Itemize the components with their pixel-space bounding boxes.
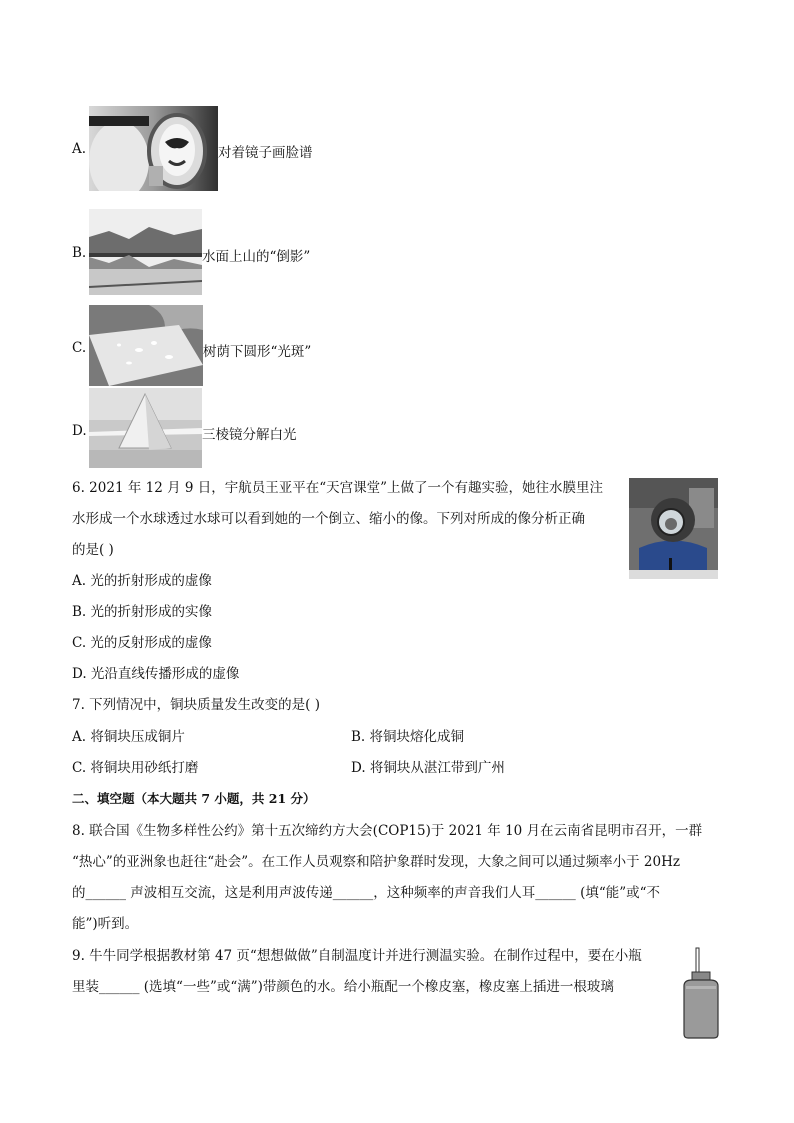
q8-line3: 的______ 声波相互交流，这是利用声波传递______，这种频率的声音我们人耳______ (填“能”或“不 — [72, 885, 661, 901]
option-a-image — [89, 106, 218, 191]
q6-option-d: D. 光沿直线传播形成的虚像 — [72, 666, 240, 682]
q8-line2: “热心”的亚洲象也赶往“赴会”。在工作人员观察和陪护象群时发现，大象之间可以通过频率小于 20Hz — [72, 854, 680, 870]
q8-line1: 8. 联合国《生物多样性公约》第十五次缔约方大会(COP15)于 2021 年 10 月在云南省昆明市召开，一群 — [72, 823, 703, 839]
q8-line4: 能”)听到。 — [72, 916, 139, 932]
option-a-text: 对着镜子画脸谱 — [218, 145, 313, 161]
q7-option-c: C. 将铜块用砂纸打磨 — [72, 760, 199, 776]
section-heading: 二、填空题（本大题共 7 小题，共 21 分） — [72, 791, 316, 806]
q9-bottle-diagram — [680, 946, 722, 1040]
q6-astronaut-image — [629, 478, 718, 579]
q6-stem-line3: 的是( ) — [72, 542, 114, 558]
option-a-letter: A. — [72, 141, 87, 157]
option-b-image — [89, 209, 202, 295]
option-d-image — [89, 388, 202, 468]
option-c-letter: C. — [72, 340, 87, 356]
q6-option-c: C. 光的反射形成的虚像 — [72, 635, 212, 651]
option-d-letter: D. — [72, 423, 87, 439]
option-c-text: 树荫下圆形“光斑” — [203, 344, 312, 360]
q9-line2: 里装______ (选填“一些”或“满”)带颜色的水。给小瓶配一个橡皮塞，橡皮塞上插进一根玻璃 — [72, 979, 614, 995]
q6-option-a: A. 光的折射形成的虚像 — [72, 573, 212, 589]
q6-stem-line1: 6. 2021 年 12 月 9 日，宇航员王亚平在“天宫课堂”上做了一个有趣实验，她往水膜里注 — [72, 480, 604, 496]
q7-stem: 7. 下列情况中，铜块质量发生改变的是( ) — [72, 697, 320, 713]
option-d-text: 三棱镜分解白光 — [202, 427, 297, 443]
q9-line1: 9. 牛牛同学根据教材第 47 页“想想做做”自制温度计并进行测温实验。在制作过程中，要在小瓶 — [72, 948, 642, 964]
option-b-text: 水面上山的“倒影” — [202, 249, 311, 265]
q6-option-b: B. 光的折射形成的实像 — [72, 604, 213, 620]
option-c-image — [89, 305, 203, 386]
q7-option-b: B. 将铜块熔化成铜 — [351, 729, 465, 745]
q7-option-a: A. 将铜块压成铜片 — [72, 729, 185, 745]
option-b-letter: B. — [72, 245, 87, 261]
q6-stem-line2: 水形成一个水球透过水球可以看到她的一个倒立、缩小的像。下列对所成的像分析正确 — [72, 511, 585, 527]
q7-option-d: D. 将铜块从湛江带到广州 — [351, 760, 505, 776]
